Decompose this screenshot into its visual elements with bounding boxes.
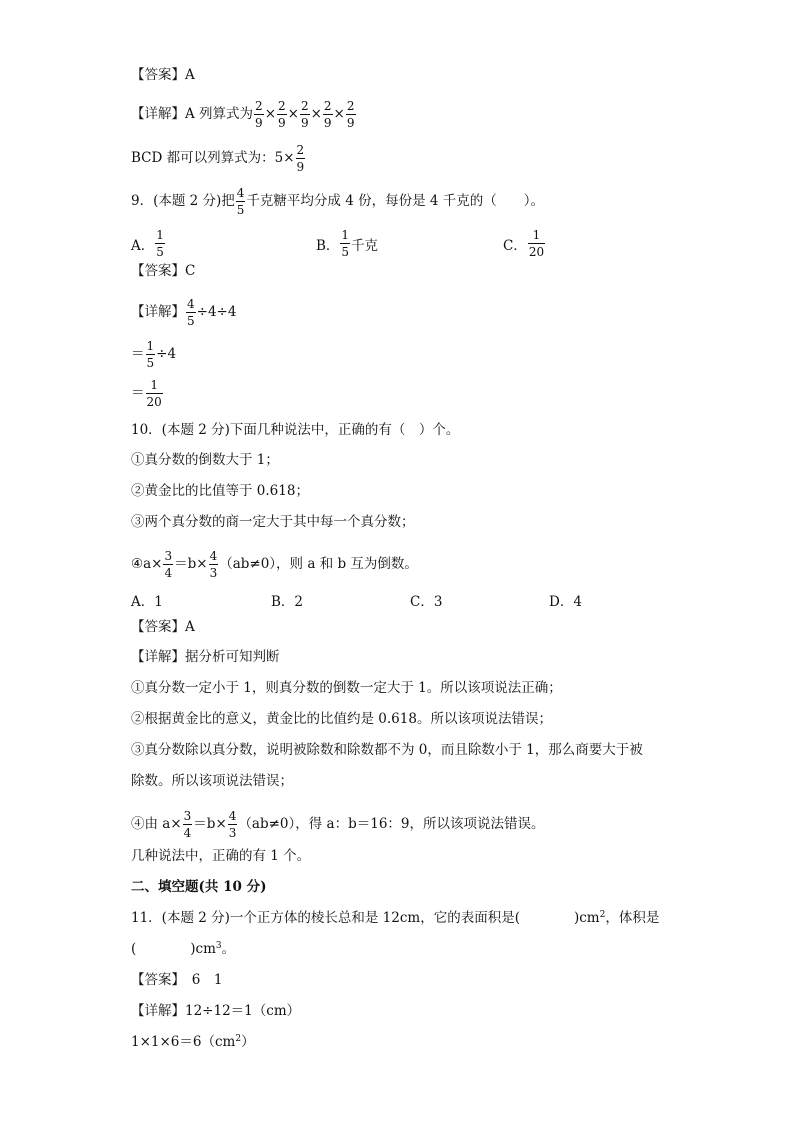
fraction: $\frac{2}{9}$ — [346, 99, 355, 130]
q10-statement-3 — [131, 516, 415, 530]
q8-detail — [131, 100, 357, 129]
option-label: D．4 — [549, 594, 582, 610]
detail-text: 1×1×6＝6（cm — [131, 1034, 236, 1050]
q10-option-d — [549, 590, 582, 610]
superscript: 2 — [599, 910, 606, 921]
superscript: 2 — [235, 1034, 242, 1045]
fraction: $\frac{4}{5}$ — [187, 297, 195, 328]
fraction: $\frac{1}{5}$ — [156, 228, 164, 259]
q9-step2 — [131, 340, 176, 369]
q11-stem-line-2 — [131, 943, 235, 957]
statement-text: （ab≠0），则 a 和 b 互为倒数。 — [219, 555, 418, 572]
option-label: B． — [316, 237, 340, 254]
times-sign: × — [310, 105, 322, 122]
detail-text: 除数。所以该项说法错误； — [131, 773, 293, 789]
q9-answer-text: 【答案】C — [131, 263, 196, 279]
fraction: $\frac{1}{5}$ — [146, 339, 155, 370]
q9-step3 — [131, 379, 164, 408]
q11-stem-line-1 — [131, 912, 659, 926]
section-title — [131, 881, 266, 895]
option-label: C． — [503, 237, 527, 254]
q10-stem-text: 10．(本题 2 分)下面几种说法中，正确的有（ ）个。 — [131, 422, 460, 438]
fraction: $\frac{4}{3}$ — [209, 549, 218, 580]
q11-stem-text: ，体积是 — [605, 910, 660, 926]
q9-option-b — [316, 229, 378, 258]
fraction: $\frac{2}{9}$ — [278, 99, 286, 130]
q8-answer — [131, 69, 195, 83]
detail-text: ②根据黄金比的意义，黄金比的比值约是 0.618。所以该项说法错误； — [131, 711, 552, 727]
q10-option-a — [131, 590, 163, 610]
q10-detail-3b — [131, 775, 293, 789]
q10-statement-2 — [131, 485, 309, 499]
fraction: $\frac{2}{9}$ — [323, 99, 332, 130]
q9-detail — [131, 298, 236, 327]
detail-text: ＝b× — [193, 815, 227, 832]
detail-text: ） — [241, 1034, 255, 1050]
statement-text: ①真分数的倒数大于 1； — [131, 452, 279, 468]
q10-detail-1 — [131, 682, 562, 696]
option-label: A． — [131, 237, 155, 254]
q8-detail-prefix: 【详解】A 列算式为 — [131, 105, 254, 122]
superscript: 3 — [215, 941, 222, 952]
q9-detail-expr: ÷4÷4 — [196, 303, 237, 320]
conclusion-text: 几种说法中，正确的有 1 个。 — [131, 848, 311, 864]
detail-text: ③真分数除以真分数，说明被除数和除数都不为 0，而且除数小于 1，那么商要大于被 — [131, 742, 643, 758]
fraction: $\frac{1}{20}$ — [528, 228, 545, 259]
fraction: $\frac{4}{5}$ — [236, 186, 245, 217]
q9-option-a — [131, 229, 166, 258]
q10-answer — [131, 621, 195, 635]
q11-detail-1 — [131, 1005, 300, 1019]
q9-answer — [131, 265, 195, 279]
option-label: B．2 — [271, 594, 304, 610]
statement-text: ＝b× — [174, 555, 208, 572]
q11-answer — [131, 974, 222, 988]
q10-detail-2 — [131, 713, 552, 727]
detail-text: ①真分数一定小于 1，则真分数的倒数一定大于 1。所以该项说法正确； — [131, 680, 562, 696]
q10-statement-1 — [131, 454, 279, 468]
equals-sign: ＝ — [131, 384, 145, 401]
q8-bcd-text: BCD 都可以列算式为：5× — [131, 149, 295, 166]
fraction: $\frac{3}{4}$ — [183, 809, 192, 840]
q10-answer-text: 【答案】A — [131, 619, 195, 635]
fraction: $\frac{3}{4}$ — [164, 549, 173, 580]
statement-text: ③两个真分数的商一定大于其中每一个真分数； — [131, 514, 415, 530]
option-label: C．3 — [410, 594, 443, 610]
fraction: $\frac{2}{9}$ — [296, 143, 305, 174]
q9-stem-b: 千克糖平均分成 4 份，每份是 4 千克的（ ）。 — [246, 192, 545, 209]
q10-option-b — [271, 590, 303, 610]
equals-sign: ＝ — [131, 345, 145, 362]
detail-text: 【详解】12÷12＝1（cm） — [131, 1003, 301, 1019]
q11-answer-text: 【答案】 6 1 — [131, 972, 223, 988]
q9-detail-prefix: 【详解】 — [131, 303, 185, 320]
fraction: $\frac{2}{9}$ — [300, 99, 309, 130]
fraction: $\frac{2}{9}$ — [255, 99, 263, 130]
option-suffix: 千克 — [351, 237, 379, 254]
q11-stem-text: 。 — [221, 941, 236, 957]
q9-option-c — [503, 229, 546, 258]
times-sign: × — [333, 105, 345, 122]
option-label: A．1 — [131, 594, 163, 610]
times-sign: × — [264, 105, 276, 122]
times-sign: × — [287, 105, 299, 122]
detail-text: （ab≠0），得 a：b＝16：9，所以该项说法错误。 — [238, 815, 545, 832]
fraction: $\frac{1}{5}$ — [341, 228, 350, 259]
q10-conclusion — [131, 850, 310, 864]
q9-stem — [131, 187, 544, 216]
fraction: $\frac{1}{20}$ — [146, 378, 162, 409]
q10-option-c — [410, 590, 442, 610]
detail-text: ④由 a× — [131, 815, 182, 832]
section-title-text: 二、填空题(共 10 分) — [131, 879, 267, 895]
q10-stem — [131, 424, 459, 438]
q8-answer-text: 【答案】A — [131, 67, 195, 83]
fraction: $\frac{4}{3}$ — [228, 809, 237, 840]
q10-detail-head — [131, 651, 280, 665]
q10-detail-head-text: 【详解】据分析可知判断 — [131, 649, 280, 665]
q8-bcd — [131, 144, 306, 173]
q9-stem-a: 9．(本题 2 分)把 — [131, 192, 235, 209]
q11-stem-text: ( )cm — [131, 941, 216, 957]
statement-text: ②黄金比的比值等于 0.618； — [131, 483, 309, 499]
q11-detail-2 — [131, 1036, 255, 1050]
q9-step2-tail: ÷4 — [156, 345, 177, 362]
q10-detail-4 — [131, 810, 545, 839]
q11-stem-text: 11．(本题 2 分)一个正方体的棱长总和是 12cm，它的表面积是( )cm — [131, 910, 600, 926]
statement-text: ④a× — [131, 555, 163, 572]
q10-detail-3a — [131, 744, 643, 758]
q10-statement-4 — [131, 550, 418, 579]
